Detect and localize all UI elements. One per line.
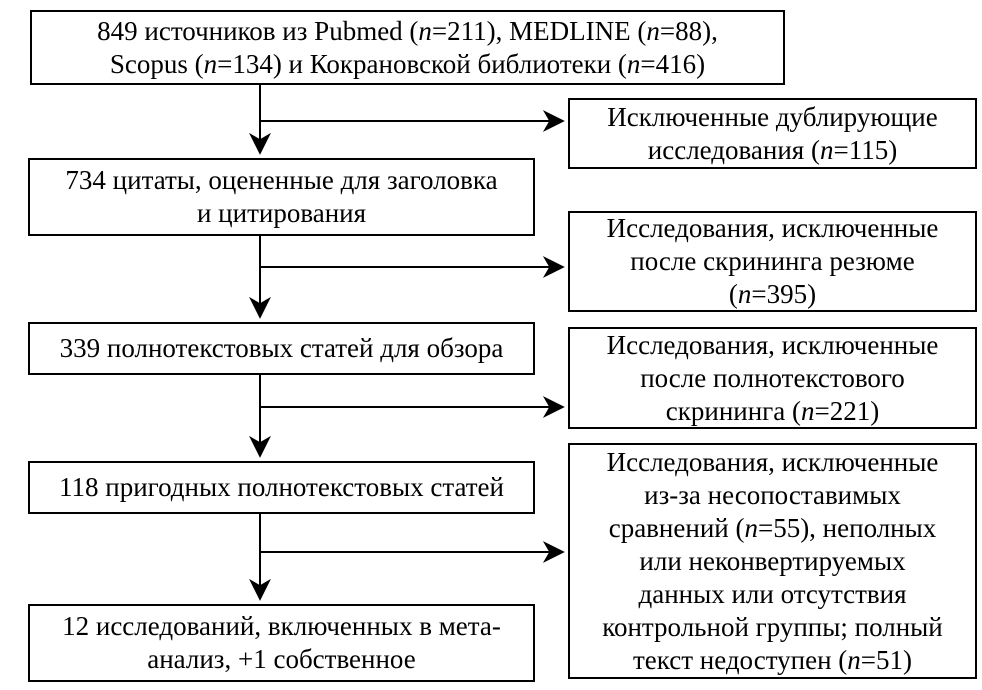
exclusion-box-text: Исследования, исключенные после скрининга резюме (n=395) <box>606 213 939 309</box>
flow-box-text: 12 исследований, включенных в мета- анализ, +1 собственное <box>62 611 501 674</box>
flow-box-identified-sources <box>30 10 785 85</box>
flow-box-text: 339 полнотекстовых статей для обзора <box>59 333 504 363</box>
exclusion-box-text: Исключенные дублирующие исследования (n=115) <box>607 101 938 165</box>
exclusion-box-incomparable-or-unavailable <box>568 443 977 679</box>
exclusion-box-fulltext-screening <box>568 327 977 429</box>
flow-box-included-in-meta-analysis <box>28 604 535 682</box>
flow-box-citations-screened <box>28 158 535 236</box>
exclusion-box-duplicates <box>568 98 977 169</box>
exclusion-box-abstract-screening <box>568 211 977 312</box>
flow-box-text: 849 источников из Pubmed (n=211), MEDLINE (n=88), Scopus (n=134) и Кокрановской библиотеки (n=416) <box>97 15 718 79</box>
exclusion-box-text: Исследования, исключенные из-за несопоставимых сравнений (n=55), неполных или неконвертируемых данных или отсутствия контрольной группы; полный текст недоступен (n=51) <box>602 446 943 675</box>
flow-box-text: 734 цитаты, оцененные для заголовка и цитирования <box>65 165 498 228</box>
flow-box-text: 118 пригодных полнотекстовых статей <box>59 472 504 502</box>
exclusion-box-text: Исследования, исключенные после полнотекстового скрининга (n=221) <box>606 329 939 426</box>
flow-box-eligible-fulltext-articles <box>28 461 535 514</box>
flow-box-fulltext-articles-for-review <box>28 322 535 375</box>
